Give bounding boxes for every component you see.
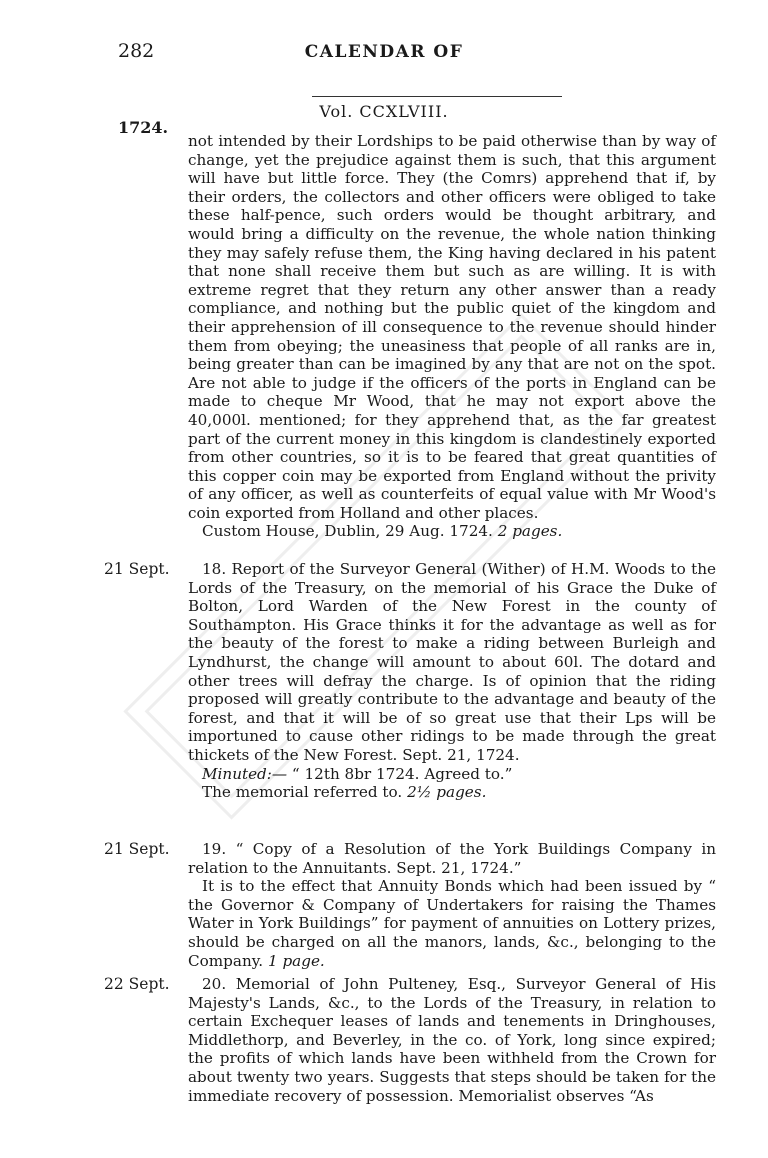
- entry-20: [188, 975, 716, 1105]
- entry-19-date: 21 Sept.: [104, 840, 170, 858]
- entry-19-text: 19. “ Copy of a Resolution of the York Buildings Company in relation to the Annuitants. Sept. 21, 1724.”: [188, 840, 716, 877]
- continuation-source-line: [188, 522, 716, 541]
- entry-18-note: The memorial referred to.: [202, 783, 403, 802]
- entry-18-pages: 2½ pages.: [407, 783, 487, 802]
- continuation-text: not intended by their Lordships to be paid otherwise than by way of change, yet the prejudice against them is such, that this argument will have but little force. They (the Comrs) apprehend that if, by their orders, the collectors and other officers were obliged to take these half-pence, such orders would be thought arbitrary, and would bring a difficulty on the revenue, the whole nation thinking they may safely refuse them, the King having declared in his patent that none shall receive them but such as are willing. It is with extreme regret that they return any other answer than a ready compliance, and nothing but the public quiet of the kingdom and their apprehension of ill consequence to the revenue should hinder them from obeying; the uneasiness that people of all ranks are in, being greater than can be imagined by any that are not on the spot. Are not able to judge if the officers of the ports in England can be made to cheque Mr Wood, that he may not export above the 40,000l. mentioned; for they apprehend that, as the far greatest part of the current money in this kingdom is clandestinely exported from other countries, so it is to be feared that great quantities of this copper coin may be exported from England without the privity of any officer, as well as counterfeits of equal value with Mr Wood's coin exported from Holland and other places.: [188, 132, 716, 522]
- entry-18-minuted: [188, 765, 716, 784]
- page-number: 282: [118, 40, 155, 62]
- continuation-paragraph: [188, 132, 716, 541]
- entry-19: [188, 840, 716, 970]
- continuation-pages: 2 pages.: [497, 522, 563, 541]
- entry-18-note-line: [188, 783, 716, 802]
- entry-18-minuted-label: Minuted:—: [202, 764, 288, 783]
- entry-18-text: 18. Report of the Surveyor General (Wither) of H.M. Woods to the Lords of the Treasury, on the memorial of his Grace the Duke of Bolton, Lord Warden of the New Forest in the county of Southampton. His Grace thinks it for the advantage as well as for the beauty of the forest to make a riding between Burleigh and Lyndhurst, the change will amount to about 60l. The dotard and other trees will defray the charge. Is of opinion that the riding proposed will greatly contribute to the advantage and beauty of the forest, and that it will be of so great use that their Lps will be importuned to cause other ridings to be made through the great thickets of the New Forest. Sept. 21, 1724.: [188, 560, 716, 764]
- entry-20-date: 22 Sept.: [104, 975, 170, 993]
- running-title: CALENDAR OF: [304, 42, 464, 62]
- entry-18-minuted-text: “ 12th 8br 1724. Agreed to.”: [291, 764, 513, 783]
- entry-19-text2: It is to the effect that Annuity Bonds which had been issued by “ the Governor & Company of Undertakers for raising the Thames Water in York Buildings” for payment of annuities on Lottery prizes, should be charged on all the manors, lands, &c., belonging to the Company.: [188, 877, 716, 970]
- header-rule: [312, 96, 562, 97]
- entry-19-body: [188, 877, 716, 970]
- continuation-source: Custom House, Dublin, 29 Aug. 1724.: [202, 522, 493, 541]
- entry-18: [188, 560, 716, 802]
- entry-20-text: 20. Memorial of John Pulteney, Esq., Surveyor General of His Majesty's Lands, &c., to the Lords of the Treasury, in relation to certain Exchequer leases of lands and tenements in Dringhouses, Middlethorp, and Beverley, in the co. of York, long since expired; the profits of which lands have been withheld from the Crown for about twenty two years. Suggests that steps should be taken for the immediate recovery of possession. Memorialist observes “As: [188, 975, 716, 1105]
- entry-19-pages: 1 page.: [267, 951, 325, 970]
- year-margin: 1724.: [118, 118, 169, 137]
- volume-heading: Vol. CCXLVIII.: [319, 102, 449, 121]
- entry-18-date: 21 Sept.: [104, 560, 170, 578]
